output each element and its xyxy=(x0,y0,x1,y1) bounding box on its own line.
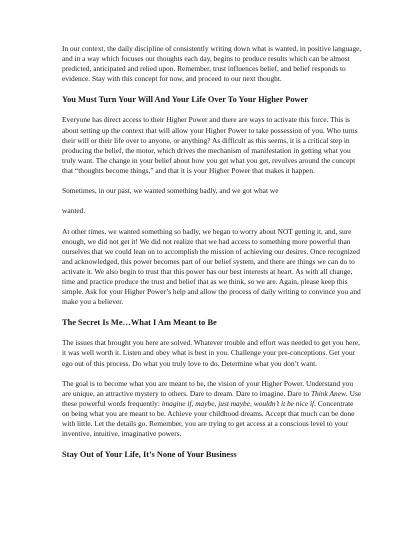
italic-text: imagine if, maybe, just maybe, wouldn’t it be nice if xyxy=(161,398,315,408)
paragraph xyxy=(62,115,362,176)
paragraph-text: Everyone has direct access to their Higher Power and there are ways to activate this force. This is about setting up the context that will allow your Higher Power to take possession of you. Who turns their will or their life over to anyone, or anything? As difficult as this seems, it is a critical step in producing the belief, the motor, which drives the mechanism of manifestation in getting what you truly want. The change in your belief about how you get what you get, revolves around the concept that “thoughts become things,” and that it is your Higher Power that makes it happen. xyxy=(62,115,358,175)
paragraph xyxy=(62,379,362,440)
paragraph xyxy=(62,338,362,368)
paragraph-text: In our context, the daily discipline of consistently writing down what is wanted, in positive language, and in a way which focuses our thoughts each day, begins to produce results which can be almost predicted, anticipated and relied upon. Remember, trust influences belief, and belief responds to evidence. Stay with this concept for now, and proceed to our next thought. xyxy=(62,44,362,84)
paragraph-text: At other times, we wanted something so badly, we began to worry about NOT getting it, and, sure enough, we did not get it! We did not realize that we had access to something more powerful than ourselves that we could lean on to accomplish the mission of achieving our desires. Once recognized and acknowledged, this power becomes part of our belief system, and there are things we can do to activate it. We also begin to trust that this power has our best interests at heart. As with all change, time and practice produce the trust and belief that as we think, so we are. Again, please keep this simple. Ask for your Higher Power’s help and allow the process of daily writing to convince you and make you a believer. xyxy=(62,226,361,307)
section-heading: You Must Turn Your Will And Your Life Over To Your Higher Power xyxy=(62,95,309,105)
paragraph-text: . Use these powerful words frequently: xyxy=(62,388,362,408)
section-heading: The Secret Is Me…What I Am Meant to Be xyxy=(62,318,217,328)
paragraph-text: The goal is to become what you are meant to be, the vision of your Higher Power. Understand you are unique, an attractive mystery to others. Dare to dream. Dare to imagine. Dare to xyxy=(62,378,354,398)
paragraph xyxy=(62,186,362,196)
document-body xyxy=(62,44,362,470)
paragraph xyxy=(62,227,362,308)
paragraph-text: Sometimes, in our past, we wanted something badly, and we got what we xyxy=(62,186,279,196)
paragraph xyxy=(62,44,362,84)
paragraph-text: . Concentrate on being what you are meant to be. Achieve your childhood dreams. Accept that much can be done with little. Let the details go. Remember, you are trying to get access at a conscious level to your inventive, intuitive, imaginative powers. xyxy=(62,398,355,439)
section-heading: Stay Out of Your Life, It’s None of Your Business xyxy=(62,450,237,460)
paragraph-text: The issues that brought you here are solved. Whatever trouble and effort was needed to get you here, it was well worth it. Listen and obey what is best in you. Challenge your pre-conceptions. Get your ego out of this process. Do what you truly love to do. Determine what you don’t want. xyxy=(62,338,360,368)
paragraph-text: wanted. xyxy=(62,206,86,216)
italic-text: Think Anew xyxy=(310,388,346,398)
paragraph xyxy=(62,206,362,216)
